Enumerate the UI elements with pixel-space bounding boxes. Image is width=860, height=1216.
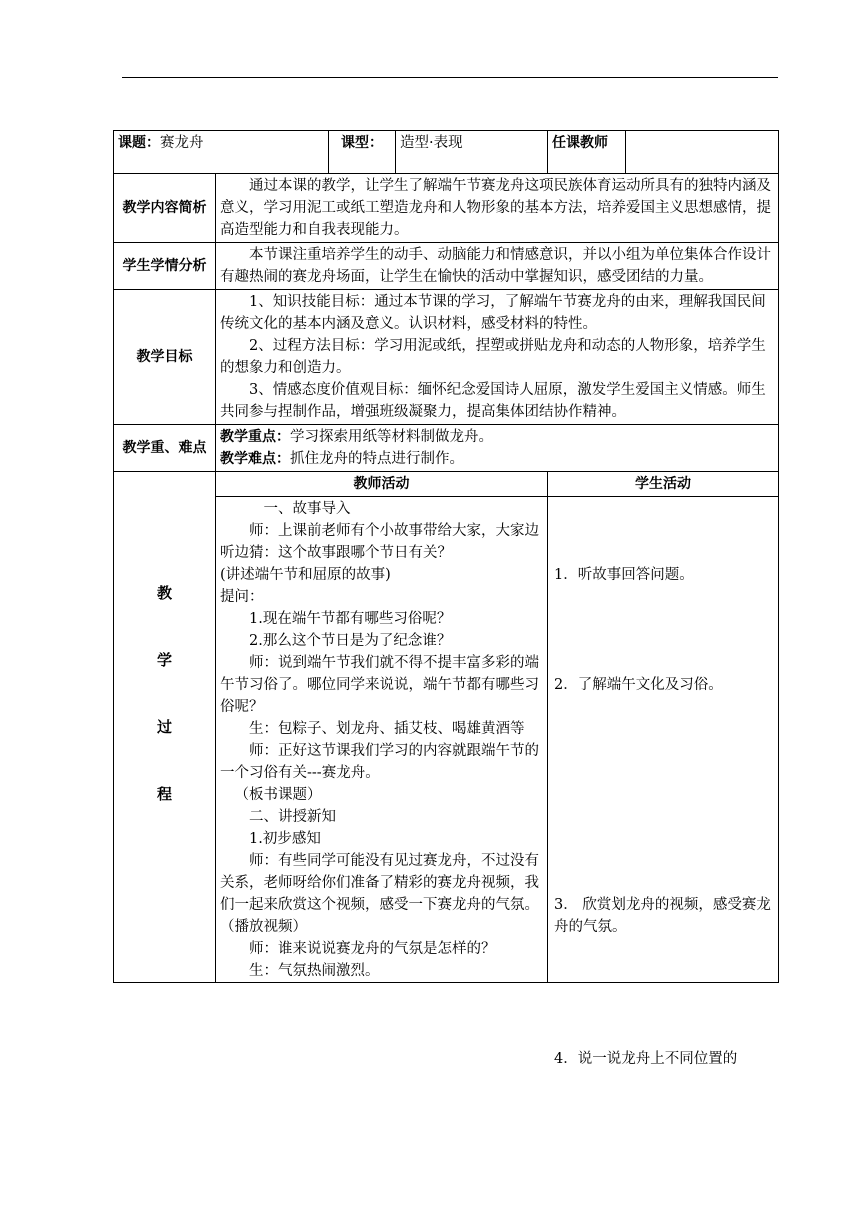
header-row [114,131,779,174]
teacher-value [626,131,779,174]
key-point-label: 教学重点： [220,429,290,445]
student-activity-header: 学生活动 [548,472,779,497]
teacher-line: 师：正好这节课我们学习的内容就跟端午节的一个习俗有关---赛龙舟。 [220,743,539,781]
student-analysis-label: 学生学情分析 [114,243,216,290]
teacher-activity-header: 教师活动 [216,472,548,497]
teacher-activity-cell [216,497,548,983]
student-item: 3． 欣赏划龙舟的视频，感受赛龙舟的气氛。 [554,897,771,935]
key-point-text: 学习探索用纸等材料制做龙舟。 [290,429,493,445]
student-activity-cell [548,497,779,1067]
difficult-point-text: 抓住龙舟的特点进行制作。 [290,451,464,467]
teacher-line: 师：有些同学可能没有见过赛龙舟，不过没有关系，老师呀给你们准备了精彩的赛龙舟视频，我们一起来欣赏这个视频，感受一下赛龙舟的气氛。 [220,853,539,913]
topic-label: 课题： [118,135,160,151]
difficult-point-label: 教学难点： [220,451,290,467]
teacher-line: （播放视频） [220,919,307,935]
teacher-line: 1.现在端午节都有哪些习俗呢？ [249,611,452,627]
process-label [114,472,216,983]
teacher-line: 生：气氛热闹激烈。 [249,963,380,979]
type-value: 造型·表现 [396,131,548,174]
student-analysis-row [114,243,779,290]
lesson-plan-table [113,130,779,1067]
content-summary-row [114,174,779,243]
goal-item: 1、知识技能目标：通过本节课的学习，了解端午节赛龙舟的由来，理解我国民间传统文化的基本内涵及意义。认识材料，感受材料的特性。 [220,294,766,332]
goals-cell [216,290,779,425]
teacher-line: 生：包粽子、划龙舟、插艾枝、喝雄黄酒等 [249,721,525,737]
teacher-line: (讲述端午节和屈原的故事) [220,567,391,583]
teacher-line: 师：上课前老师有个小故事带给大家，大家边听边猜：这个故事跟哪个节日有关？ [220,523,539,561]
process-label-char: 程 [156,785,172,803]
key-points-cell [216,425,779,472]
teacher-line: 1.初步感知 [249,831,321,847]
topic-value: 赛龙舟 [160,135,204,151]
student-item: 1．听故事回答问题。 [554,567,694,583]
process-label-char: 学 [156,651,172,669]
goal-item: 2、过程方法目标：学习用泥或纸，捏塑或拼贴龙舟和动态的人物形象，培养学生的想象力和创造力。 [220,338,766,376]
topic-cell [114,131,329,174]
content-summary-text: 通过本课的教学，让学生了解端午节赛龙舟这项民族体育运动所具有的独特内涵及意义，学习用泥工或纸工塑造龙舟和人物形象的基本方法，培养爱国主义思想感情，提高造型能力和自我表现能力。 [216,174,779,243]
teacher-line: 二、讲授新知 [249,809,336,825]
teacher-line: （板书课题） [234,787,322,803]
student-item: 4．说一说龙舟上不同位置的 [554,1051,738,1067]
key-points-row [114,425,779,472]
teacher-line: 一、故事导入 [263,501,351,517]
goals-row [114,290,779,425]
header-rule [122,77,778,78]
student-item: 2．了解端午文化及习俗。 [554,677,723,693]
teacher-line: 提问： [220,589,264,605]
content-summary-label: 教学内容简析 [114,174,216,243]
goals-label: 教学目标 [114,290,216,425]
process-label-char: 教 [156,584,172,602]
process-header-row [114,472,779,497]
student-analysis-text: 本节课注重培养学生的动手、动脑能力和情感意识，并以小组为单位集体合作设计有趣热闹的赛龙舟场面，让学生在愉快的活动中掌握知识，感受团结的力量。 [216,243,779,290]
teacher-line: 2.那么这个节日是为了纪念谁？ [249,633,452,649]
teacher-line: 师：谁来说说赛龙舟的气氛是怎样的？ [249,941,496,957]
type-label: 课型： [329,131,396,174]
teacher-line: 师：说到端午节我们就不得不提丰富多彩的端午节习俗了。哪位同学来说说，端午节都有哪些习俗呢？ [220,655,539,715]
teacher-label: 任课教师 [548,131,626,174]
key-points-label: 教学重、难点 [114,425,216,472]
process-label-char: 过 [156,718,172,736]
goal-item: 3、情感态度价值观目标：缅怀纪念爱国诗人屈原，激发学生爱国主义情感。师生共同参与捏制作品，增强班级凝聚力，提高集体团结协作精神。 [220,382,766,420]
